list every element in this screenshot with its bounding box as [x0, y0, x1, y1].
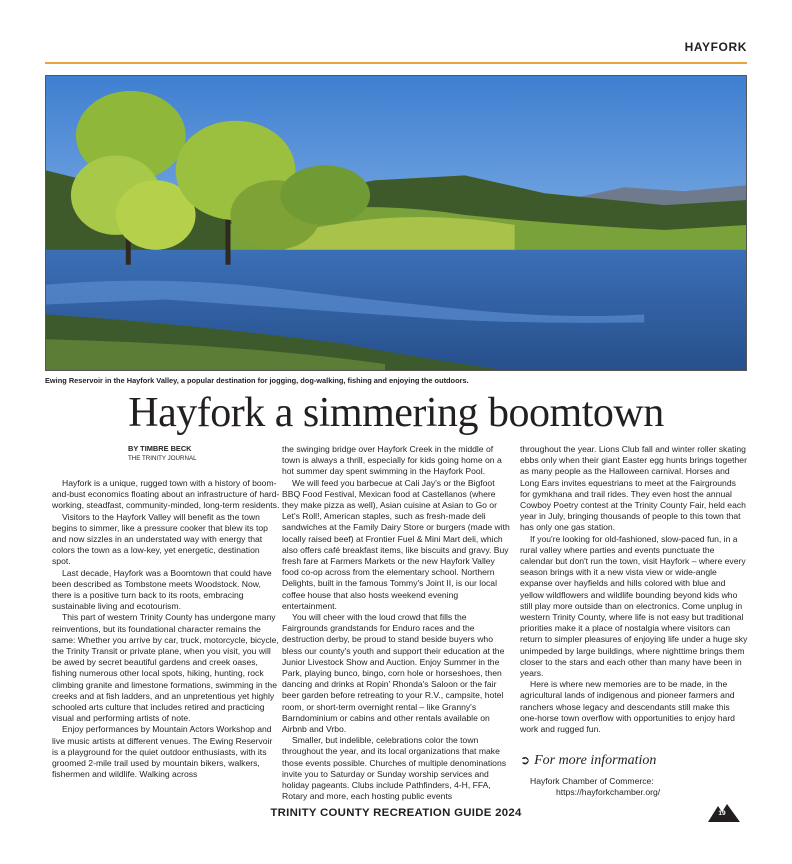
paragraph: Enjoy performances by Mountain Actors Workshop and live music artists at different venues. The Ewing Reservoir is a playground for the quiet outdoor enthusiasts, with its groomed 2-mile trail used by mountain bikers, walkers, fishermen and wildlife. Walking across: [52, 724, 273, 780]
chamber-link[interactable]: https://hayforkchamber.org/: [556, 787, 661, 798]
article-column-2: [282, 444, 510, 803]
paragraph: Hayfork is a unique, rugged town with a history of boom-and-bust economics floating about an infrastructure of hard-working, steadfast, community-minded, long-term residents.: [52, 478, 280, 511]
photo-caption: Ewing Reservoir in the Hayfork Valley, a popular destination for jogging, dog-walking, fishing and enjoying the outdoors.: [45, 376, 469, 385]
paragraph: Smaller, but indelible, celebrations color the town throughout the year, and its local organizations that make those events possible. Churches of multiple denominations invite you to Saturday or Sunday worship services and holiday pageants. Clubs include Pathfinders, 4-H, FFA, Rotary and more, each hosting public events: [282, 735, 507, 802]
more-info-heading: [520, 751, 748, 770]
paragraph: Here is where new memories are to be made, in the agricultural lands of indigenous and pioneer farmers and ranchers whose legacy and descendants still make this one-horse town overflow with opportunities to enjoy hard work and rugged fun.: [520, 679, 735, 735]
article-column-3: [520, 444, 748, 799]
reservoir-photo: [45, 75, 747, 371]
chamber-name: Hayfork Chamber of Commerce:: [530, 776, 654, 787]
footer-title: TRINITY COUNTY RECREATION GUIDE 2024: [270, 807, 522, 819]
section-label: HAYFORK: [684, 40, 747, 54]
paragraph: throughout the year. Lions Club fall and winter roller skating ebbs only when their giant Easter egg hunts brings together as many people as the Halloween carnival. Horses and Long Ears invites equestrians to meet at the Fairgrounds for gymkhana and trail rides. They even host the annual Cowboy Poetry contest at the Trinity County Fair, held each year in July, bringing thousands of people to this town that has only one gas station.: [520, 444, 747, 533]
paragraph: If you're looking for old-fashioned, slow-paced fun, in a rural valley where parties and events punctuate the calendar but don't run the town, visit Hayfork – where every season brings with it a new vista view or wide-angle expanse over hayfields and hills colored with blue and yellow wildflowers and wildlife bounding beyond kids who still play more outside than on electronics. Come unplug in western Trinity County, where life is not easy but traditional priorities make it a place of nostalgia where visitors can return to simpler pleasures of enjoying life under a huge sky unimpeded by large buildings, where nighttime brings them closer to the stars and each other than many have been in years.: [520, 533, 748, 679]
article-column-1: [52, 444, 280, 780]
paragraph: You will cheer with the loud crowd that fills the Fairgrounds grandstands for Enduro races and the destruction derby, be proud to stand beside buyers who bless our county's youth and support their education at the Junior Livestock Show and Auction. Enjoy Summer in the Park, playing bunco, bingo, corn hole or horseshoes, then dancing and drinks at Ropin' Rhonda's Saloon or the fair beer garden before retreating to your R.V., campsite, hotel room, or short-term overnight rental – like Granny's Barndominium or cabins and other rentals available on Airbnb and Vrbo.: [282, 612, 505, 735]
paragraph: This part of western Trinity County has undergone many reinventions, but its foundational character remains the same: Whether you arrive by car, truck, motorcycle, bicycle, the Trinity Transit or private plane, when you visit, you will be awed by secret beautiful gardens and creek oases, fishing numerous other local spots, hiking, hunting, rock climbing granite and limestone formations, swimming in the creeks and at fish ladders, and an unpretentious yet highly schooled arts culture that includes retired and practicing visual and performing artists of note.: [52, 612, 279, 724]
more-info-label: For more information: [534, 753, 657, 769]
paragraph: Visitors to the Hayfork Valley will benefit as the town begins to simmer, like a pressure cooker that blew its top and now sizzles in an understated way with energy that colors the town as a low-key, yet energetic, destination spot.: [52, 511, 268, 567]
byline-organization: THE TRINITY JOURNAL: [128, 455, 197, 462]
paragraph: We will feed you barbecue at Cali Jay's or the Bigfoot BBQ Food Festival, Mexican food at Castellanos (where they make pizza as well), Asian cuisine at Asian to Go or Let's Roll!, American staples, such as fresh-made deli sandwiches at the Family Dairy Store or burgers (made with locally raised beef) at Frontier Fuel & Mini Mart deli, which also offers café breakfast items, like biscuits and gravy. Buy fresh fare at Farmers Markets or the new Hayfork Valley food co-op across from the elementary school. Northern Delights, built in the famous Tommy's Joint II, is our local coffee house that also hosts weekend evening entertainment.: [282, 477, 510, 611]
arrow-circle-icon: ➲: [520, 753, 531, 768]
byline: BY TIMBRE BECK: [128, 444, 192, 453]
paragraph: Last decade, Hayfork was a Boomtown that could have been described as Tombstone meets Woodstock. Now, there is a positive turn back to its roots, embracing sustainable living and ecotourism.: [52, 567, 272, 612]
article-headline: Hayfork a simmering boomtown: [128, 390, 664, 436]
reservoir-illustration: [46, 76, 746, 370]
page-number: 19: [718, 810, 726, 817]
paragraph: the swinging bridge over Hayfork Creek in the middle of town is always a thrill, especially for kids going home on a hot summer day spent swimming in the Hayfork Pool.: [282, 444, 502, 477]
header-rule: [45, 62, 747, 64]
